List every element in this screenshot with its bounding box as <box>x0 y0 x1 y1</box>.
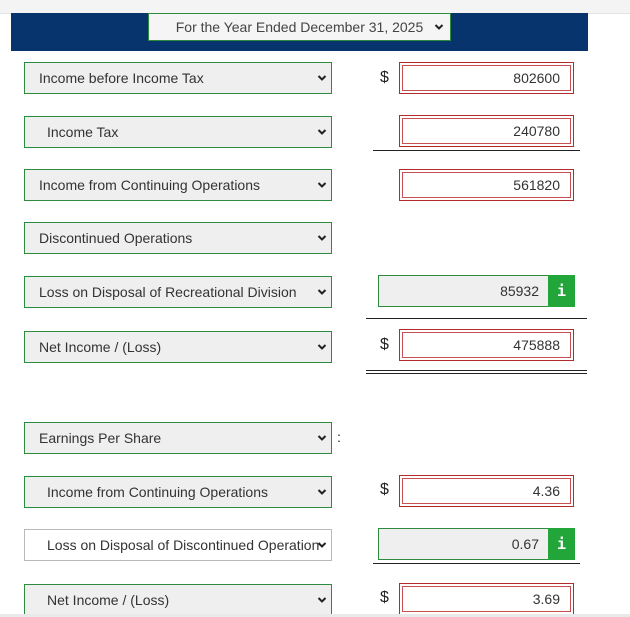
line-item-select-discontinued-ops[interactable] <box>24 222 332 254</box>
amount-value: 802600 <box>513 70 560 86</box>
line-item-select-eps[interactable] <box>24 422 332 454</box>
line-item-label: Net Income / (Loss) <box>39 339 162 355</box>
line-item-select-continuing-ops[interactable] <box>24 169 332 201</box>
currency-symbol: $ <box>380 481 389 498</box>
subtotal-rule <box>373 563 580 564</box>
chevron-down-icon <box>317 287 327 297</box>
amount-value: 475888 <box>513 337 560 353</box>
subtotal-rule <box>366 318 587 319</box>
amount-value: 240780 <box>513 123 560 139</box>
line-item-select-eps-loss-on-disposal[interactable] <box>24 529 332 561</box>
line-item-select-loss-on-disposal[interactable] <box>24 276 332 308</box>
amount-value: 85932 <box>500 283 539 299</box>
line-item-label: Discontinued Operations <box>39 230 193 246</box>
currency-symbol: $ <box>380 69 389 86</box>
info-icon[interactable]: i <box>548 275 575 307</box>
amount-input-eps-continuing-ops[interactable] <box>399 475 574 507</box>
top-strip <box>0 0 630 14</box>
line-item-select-net-income[interactable] <box>24 331 332 363</box>
currency-symbol: $ <box>380 336 389 353</box>
line-item-select-eps-continuing-ops[interactable] <box>24 476 332 508</box>
line-item-label: Net Income / (Loss) <box>47 592 170 608</box>
amount-value: 3.69 <box>532 591 560 607</box>
line-item-label: Income from Continuing Operations <box>47 484 268 500</box>
amount-input-income-tax[interactable] <box>399 115 574 147</box>
line-item-select-eps-net-income[interactable] <box>24 584 332 616</box>
line-item-label: Earnings Per Share <box>39 430 162 446</box>
amount-value: 0.67 <box>511 536 539 552</box>
amount-input-continuing-ops[interactable] <box>399 169 574 201</box>
eps-colon: : <box>337 429 341 445</box>
chevron-down-icon <box>317 73 327 83</box>
chevron-down-icon <box>317 233 327 243</box>
chevron-down-icon <box>317 342 327 352</box>
amount-input-net-income[interactable] <box>399 329 574 361</box>
line-item-label: Income before Income Tax <box>39 70 204 86</box>
line-item-label: Income Tax <box>47 124 119 140</box>
total-double-rule-bottom <box>366 373 587 374</box>
amount-input-eps-net-income[interactable] <box>399 583 574 615</box>
chevron-down-icon <box>317 487 327 497</box>
info-icon[interactable]: i <box>548 528 575 560</box>
line-item-label: Loss on Disposal of Discontinued Operation <box>47 537 320 553</box>
chevron-down-icon <box>317 180 327 190</box>
line-item-label: Income from Continuing Operations <box>39 177 260 193</box>
line-item-select-income-tax[interactable] <box>24 116 332 148</box>
amount-value: 4.36 <box>532 483 560 499</box>
total-double-rule-top <box>366 370 587 371</box>
period-select-label: For the Year Ended December 31, 2025 <box>175 19 424 35</box>
chevron-down-icon <box>434 22 444 32</box>
period-select[interactable] <box>148 13 451 41</box>
chevron-down-icon <box>317 433 327 443</box>
amount-input-eps-loss-on-disposal[interactable] <box>378 528 575 560</box>
amount-input-loss-on-disposal[interactable] <box>378 275 575 307</box>
subtotal-rule <box>373 150 580 151</box>
chevron-down-icon <box>317 595 327 605</box>
line-item-select-income-before-tax[interactable] <box>24 62 332 94</box>
chevron-down-icon <box>317 540 327 550</box>
chevron-down-icon <box>317 127 327 137</box>
amount-value: 561820 <box>513 177 560 193</box>
amount-input-income-before-tax[interactable] <box>399 62 574 94</box>
line-item-label: Loss on Disposal of Recreational Division <box>39 284 297 300</box>
currency-symbol: $ <box>380 589 389 606</box>
